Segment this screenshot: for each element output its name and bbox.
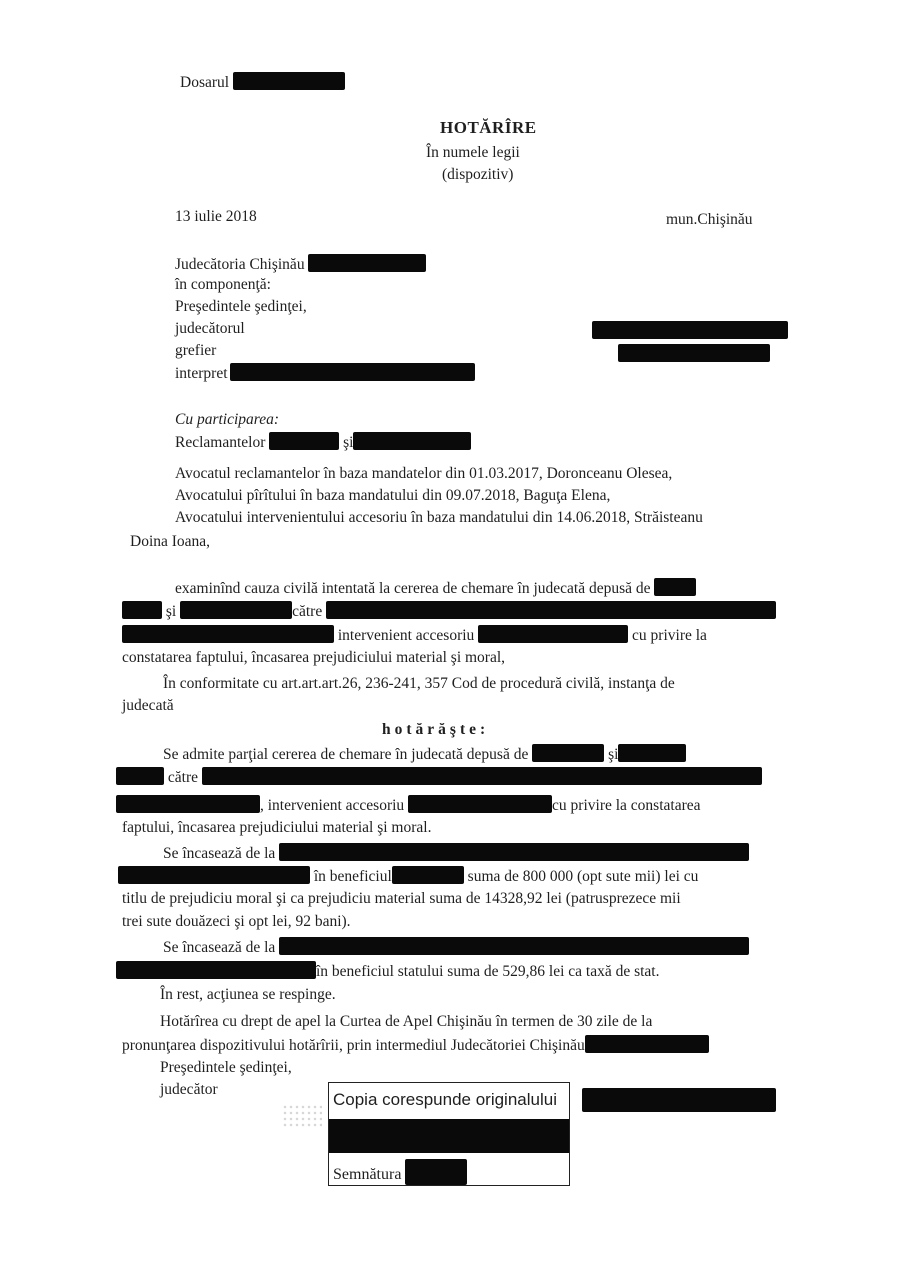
decision-p2-l2: în beneficiul suma de 800 000 (opt sute mii) lei cu bbox=[118, 866, 698, 887]
signature-judge: judecător bbox=[160, 1081, 218, 1098]
examining-line-4: constatarea faptului, încasarea prejudiciului material şi moral, bbox=[122, 649, 506, 666]
scan-speckle bbox=[282, 1104, 322, 1128]
decision-p1-l1: Se admite parţial cererea de chemare în judecată depusă de şi bbox=[163, 744, 686, 765]
redaction bbox=[116, 767, 164, 785]
decision-p3-l2: în beneficiul statului suma de 529,86 lei ca taxă de stat. bbox=[116, 961, 659, 982]
interpreter-label: interpret bbox=[175, 363, 475, 384]
intervenient-lawyer-cont: Doina Ioana, bbox=[130, 533, 211, 550]
examining-line-3: intervenient accesoriu cu privire la bbox=[122, 625, 707, 646]
decision-p2-l3: titlu de prejudiciu moral şi ca prejudiciu material suma de 14328,92 lei (patrusprezece mii bbox=[122, 890, 681, 907]
redaction bbox=[180, 601, 292, 619]
decides-heading: hotărăşte: bbox=[382, 721, 490, 738]
redaction bbox=[230, 363, 475, 381]
claimants-lawyer: Avocatul reclamantelor în baza mandatelor din 01.03.2017, Doronceanu Olesea, bbox=[175, 465, 673, 482]
redaction bbox=[122, 625, 334, 643]
redaction bbox=[618, 344, 770, 365]
redaction bbox=[478, 625, 628, 643]
examining-line-5: În conformitate cu art.art.art.26, 236-241, 357 Cod de procedură civilă, instanţa de bbox=[163, 675, 675, 692]
redaction bbox=[585, 1035, 709, 1053]
decision-p4: În rest, acţiunea se respinge. bbox=[160, 986, 336, 1003]
redaction bbox=[582, 1088, 776, 1115]
redaction bbox=[329, 1119, 569, 1153]
examining-line-6: judecată bbox=[122, 697, 174, 714]
decision-date: 13 iulie 2018 bbox=[175, 208, 257, 225]
decision-p5-l1: Hotărîrea cu drept de apel la Curtea de Apel Chişinău în termen de 30 zile de la bbox=[160, 1013, 653, 1030]
certification-stamp bbox=[328, 1082, 570, 1186]
redaction bbox=[116, 961, 316, 979]
stamp-title: Copia corespunde originalului bbox=[333, 1090, 557, 1109]
case-number bbox=[180, 72, 345, 93]
judge-label: judecătorul bbox=[175, 320, 245, 337]
decision-p1-l3: , intervenient accesoriu cu privire la constatarea bbox=[116, 795, 701, 816]
decision-p1-l4: faptului, încasarea prejudiciului material şi moral. bbox=[122, 819, 432, 836]
signature-president: Preşedintele şedinţei, bbox=[160, 1059, 292, 1076]
title-subtitle: În numele legii bbox=[426, 144, 520, 161]
redaction bbox=[392, 866, 464, 884]
decision-p2-l4: trei sute douăzeci şi opt lei, 92 bani). bbox=[122, 913, 351, 930]
redaction bbox=[279, 937, 749, 955]
participation-heading: Cu participarea: bbox=[175, 411, 280, 428]
president-label: Preşedintele şedinţei, bbox=[175, 298, 307, 315]
decision-p2-l1: Se încasează de la bbox=[163, 843, 749, 864]
decision-p3-l1: Se încasează de la bbox=[163, 937, 749, 958]
redaction bbox=[405, 1159, 467, 1185]
redaction bbox=[279, 843, 749, 861]
redaction bbox=[326, 601, 776, 619]
court-name: Judecătoria Chişinău bbox=[175, 254, 426, 275]
document-title: HOTĂRÎRE bbox=[440, 118, 537, 137]
clerk-label: grefier bbox=[175, 342, 217, 359]
claimants-line: Reclamantelor şi bbox=[175, 432, 471, 453]
examining-line-2: şi către bbox=[122, 601, 776, 622]
redaction bbox=[118, 866, 310, 884]
redaction bbox=[353, 432, 471, 450]
stamp-signature-line: Semnătura bbox=[333, 1159, 467, 1186]
redaction bbox=[592, 321, 788, 342]
intervenient-lawyer: Avocatului intervenientului accesoriu în baza mandatului din 14.06.2018, Străisteanu bbox=[175, 509, 703, 526]
redaction bbox=[618, 744, 686, 762]
redaction bbox=[308, 254, 426, 272]
redaction bbox=[233, 72, 345, 90]
redaction bbox=[116, 795, 260, 813]
title-dispozitiv: (dispozitiv) bbox=[442, 166, 514, 183]
examining-line-1: examinînd cauza civilă intentată la cererea de chemare în judecată depusă de bbox=[175, 578, 696, 599]
redaction bbox=[269, 432, 339, 450]
redaction bbox=[654, 578, 696, 596]
composition-label: în componenţă: bbox=[175, 276, 271, 293]
redaction bbox=[202, 767, 762, 785]
redaction bbox=[122, 601, 162, 619]
decision-p5-l2: pronunţarea dispozitivului hotărîrii, prin intermediul Judecătoriei Chişinău bbox=[122, 1035, 709, 1056]
redaction bbox=[532, 744, 604, 762]
case-label: Dosarul bbox=[180, 74, 230, 91]
redaction bbox=[408, 795, 552, 813]
decision-p1-l2: către bbox=[116, 767, 762, 788]
defendant-lawyer: Avocatului pîrîtului în baza mandatului din 09.07.2018, Baguţa Elena, bbox=[175, 487, 611, 504]
decision-place: mun.Chişinău bbox=[666, 211, 753, 228]
